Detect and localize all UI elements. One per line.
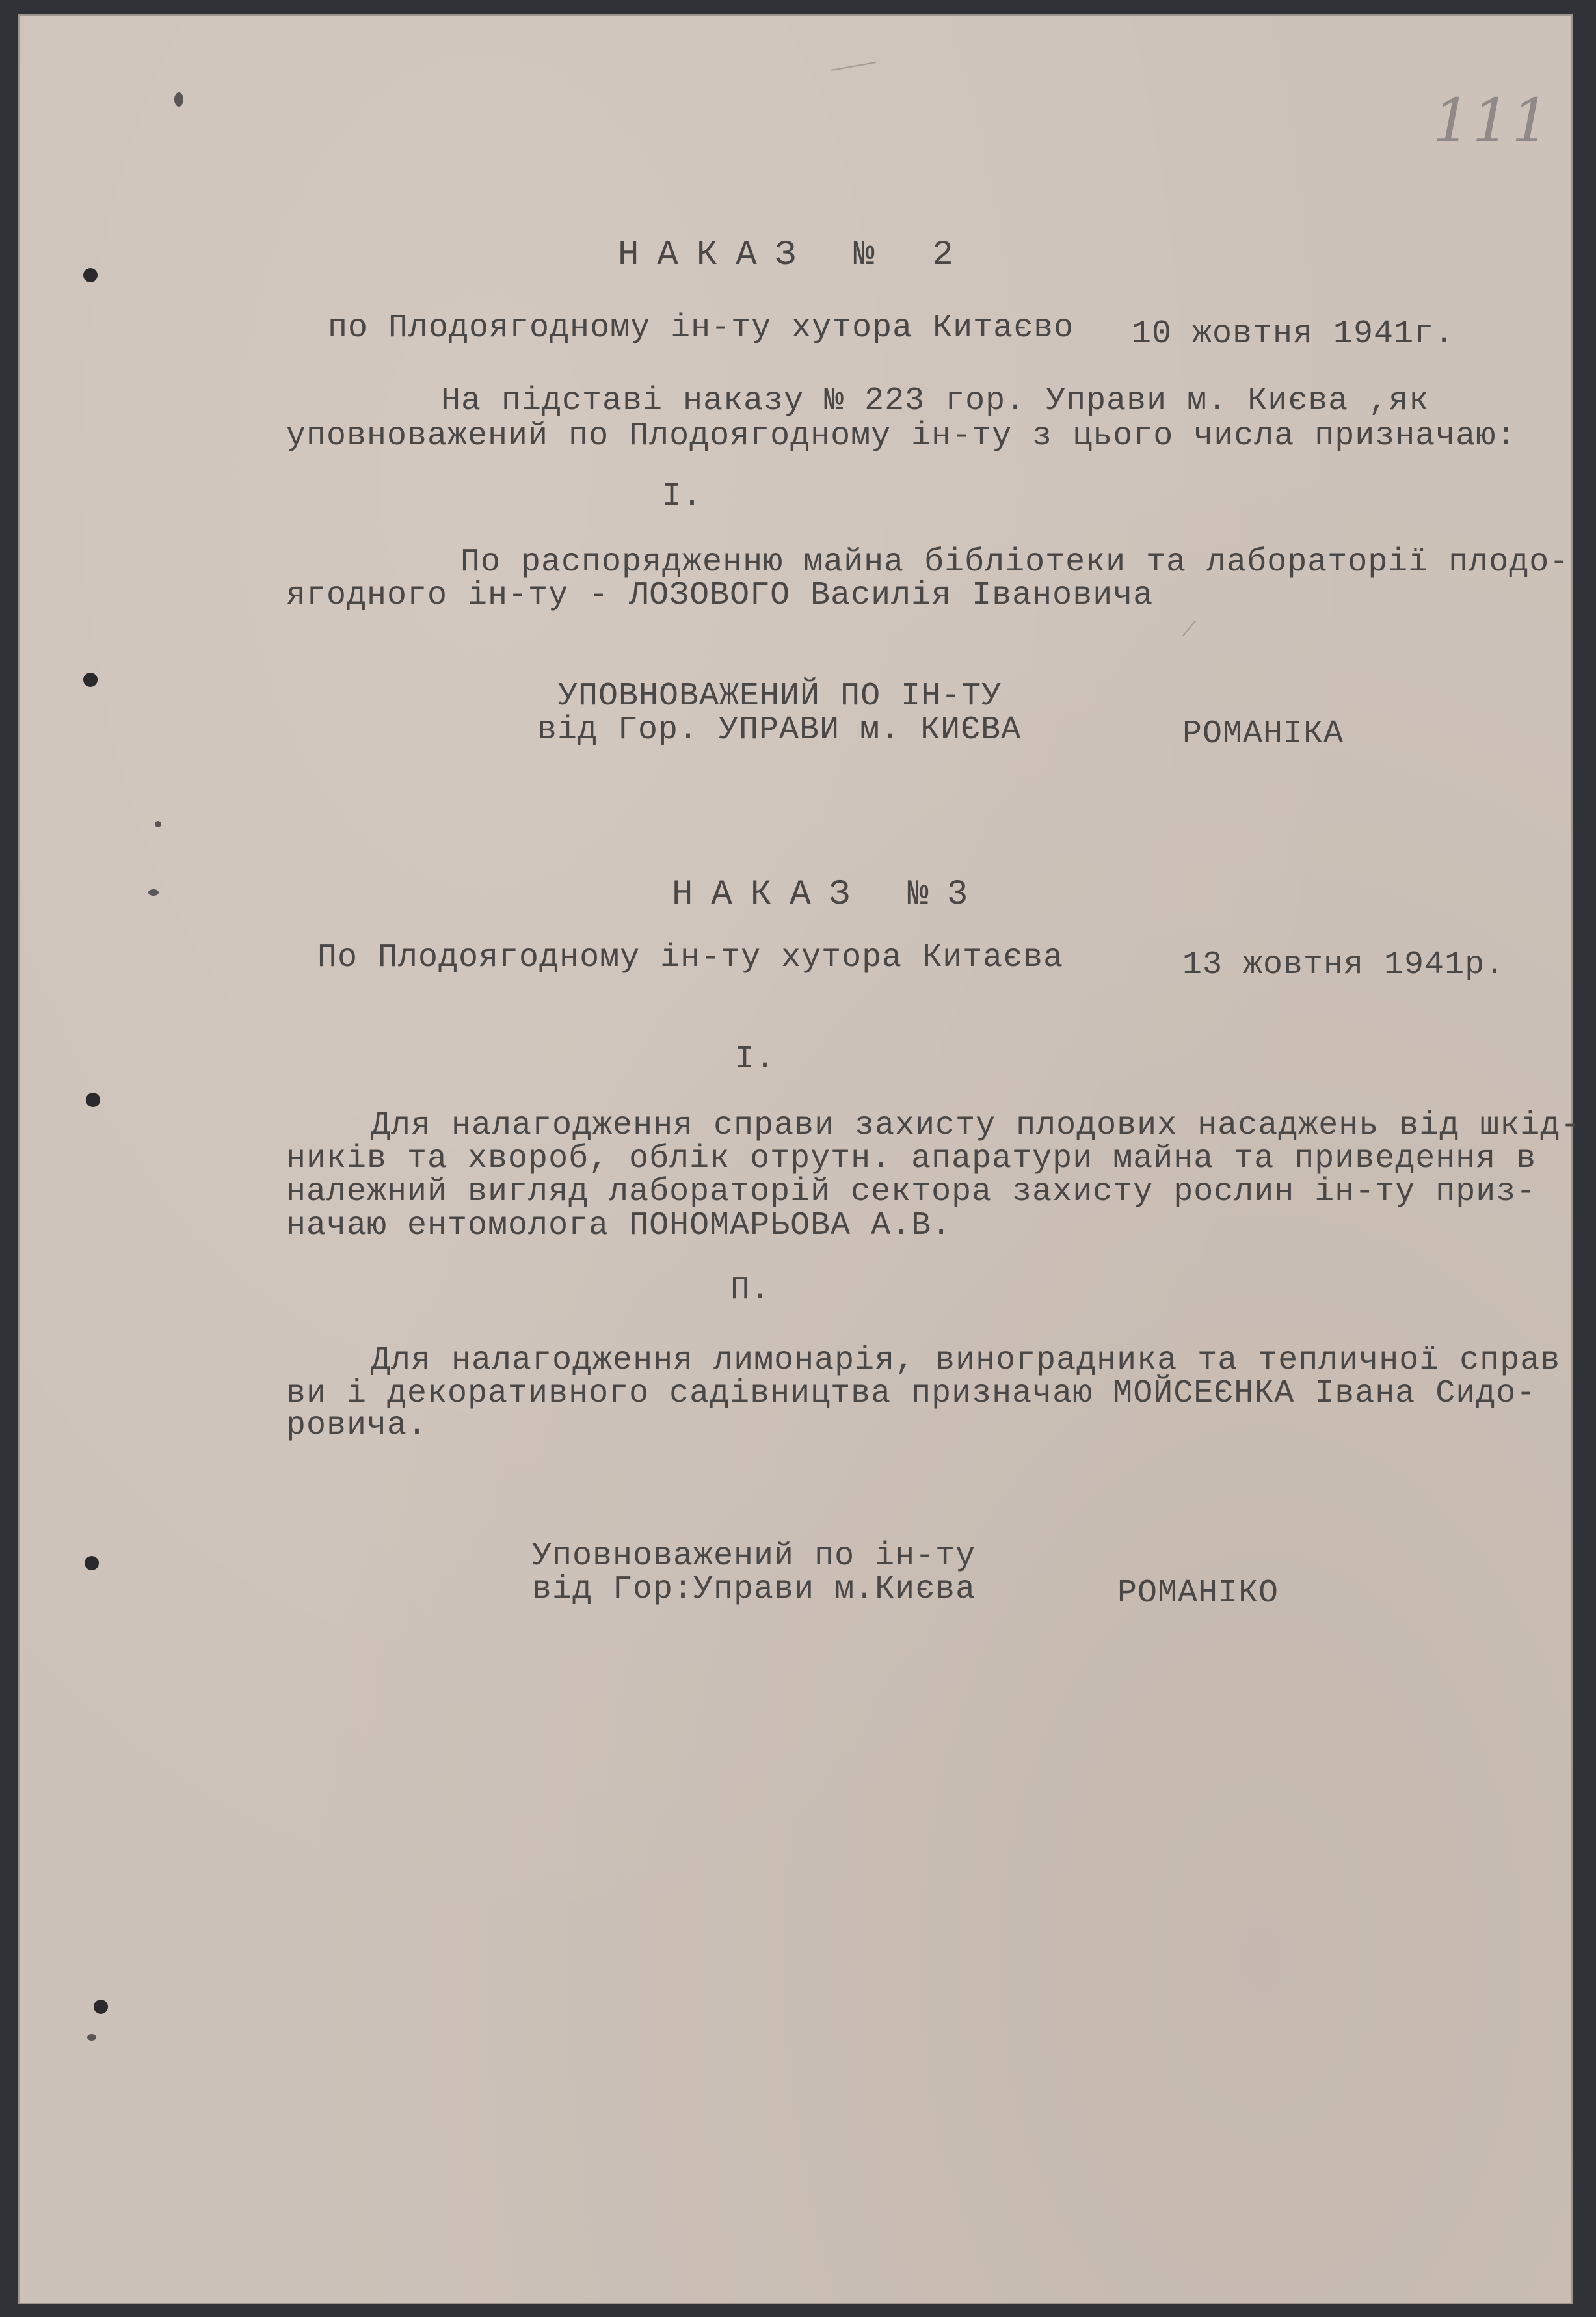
order2-title: НАКАЗ № 2 [618,235,972,275]
order3-section2-line1: Для налагодження лимонарія, виноградника та тепличної справ [371,1342,1561,1379]
order2-paragraph-line2: ягодного ін-ту - ЛОЗОВОГО Василія Івановича [286,577,1154,614]
punch-hole [83,268,98,282]
punch-hole [86,1093,100,1107]
order3-section1-line2: ників та хвороб, облік отрутн. апаратури майна та приведення в [286,1140,1537,1177]
order2-signature-line1: УПОВНОВАЖЕНИЙ ПО ІН-ТУ [558,678,1002,715]
order3-section1-line1: Для налагодження справи захисту плодових насаджень від шкід- [371,1107,1581,1144]
order3-section2-line3: ровича. [286,1407,428,1444]
order3-date: 13 жовтня 1941р. [1182,946,1506,984]
paper-speck [87,2034,96,2041]
punch-hole [83,673,98,687]
order3-section2-line2: ви і декоративного садівництва призначаю МОЙСЕЄНКА Івана Сидо- [286,1375,1537,1412]
order3-section1-number: І. [735,1041,776,1078]
document-page [18,14,1581,2304]
order3-section2-number: П. [730,1272,771,1309]
punch-hole [94,2000,108,2014]
paper-scratch [831,62,876,71]
order2-header: по Плодоягодному ін-ту хутора Китаєво [328,310,1074,347]
order2-section-number: І. [662,478,703,515]
order3-header: По Плодоягодному ін-ту хутора Китаєва [317,939,1064,976]
order3-signature-line1: Уповноважений по ін-ту [532,1538,976,1575]
punch-hole [85,1556,99,1570]
order3-section1-line3: належний вигляд лабораторій сектора захисту рослин ін-ту приз- [286,1173,1537,1211]
order3-title: НАКАЗ №3 [672,875,987,915]
paper-speck [155,821,161,827]
order2-intro-line2: уповноважений по Плодоягодному ін-ту з цього числа призначаю: [286,418,1517,455]
order3-signature-line2: від Гор:Управи м.Києва [532,1571,976,1608]
folio-number: 111 [1433,86,1551,155]
order2-paragraph-line1: По распорядженню майна бібліотеки та лабораторії плодо- [460,544,1570,581]
order2-intro-line1: На підставі наказу № 223 гор. Управи м. Києва ,як [441,382,1430,420]
order2-signature-line2: від Гор. УПРАВИ м. КИЄВА [537,712,1022,749]
paper-speck [148,889,159,896]
order3-signature-name: РОМАНІКО [1117,1575,1279,1612]
order2-signature-name: РОМАНІКА [1182,716,1344,753]
order3-section1-line4: начаю ентомолога ПОНОМАРЬОВА А.В. [286,1207,952,1244]
paper-scratch [1182,621,1196,636]
paper-speck [174,92,183,107]
order2-date: 10 жовтня 1941г. [1132,315,1455,353]
